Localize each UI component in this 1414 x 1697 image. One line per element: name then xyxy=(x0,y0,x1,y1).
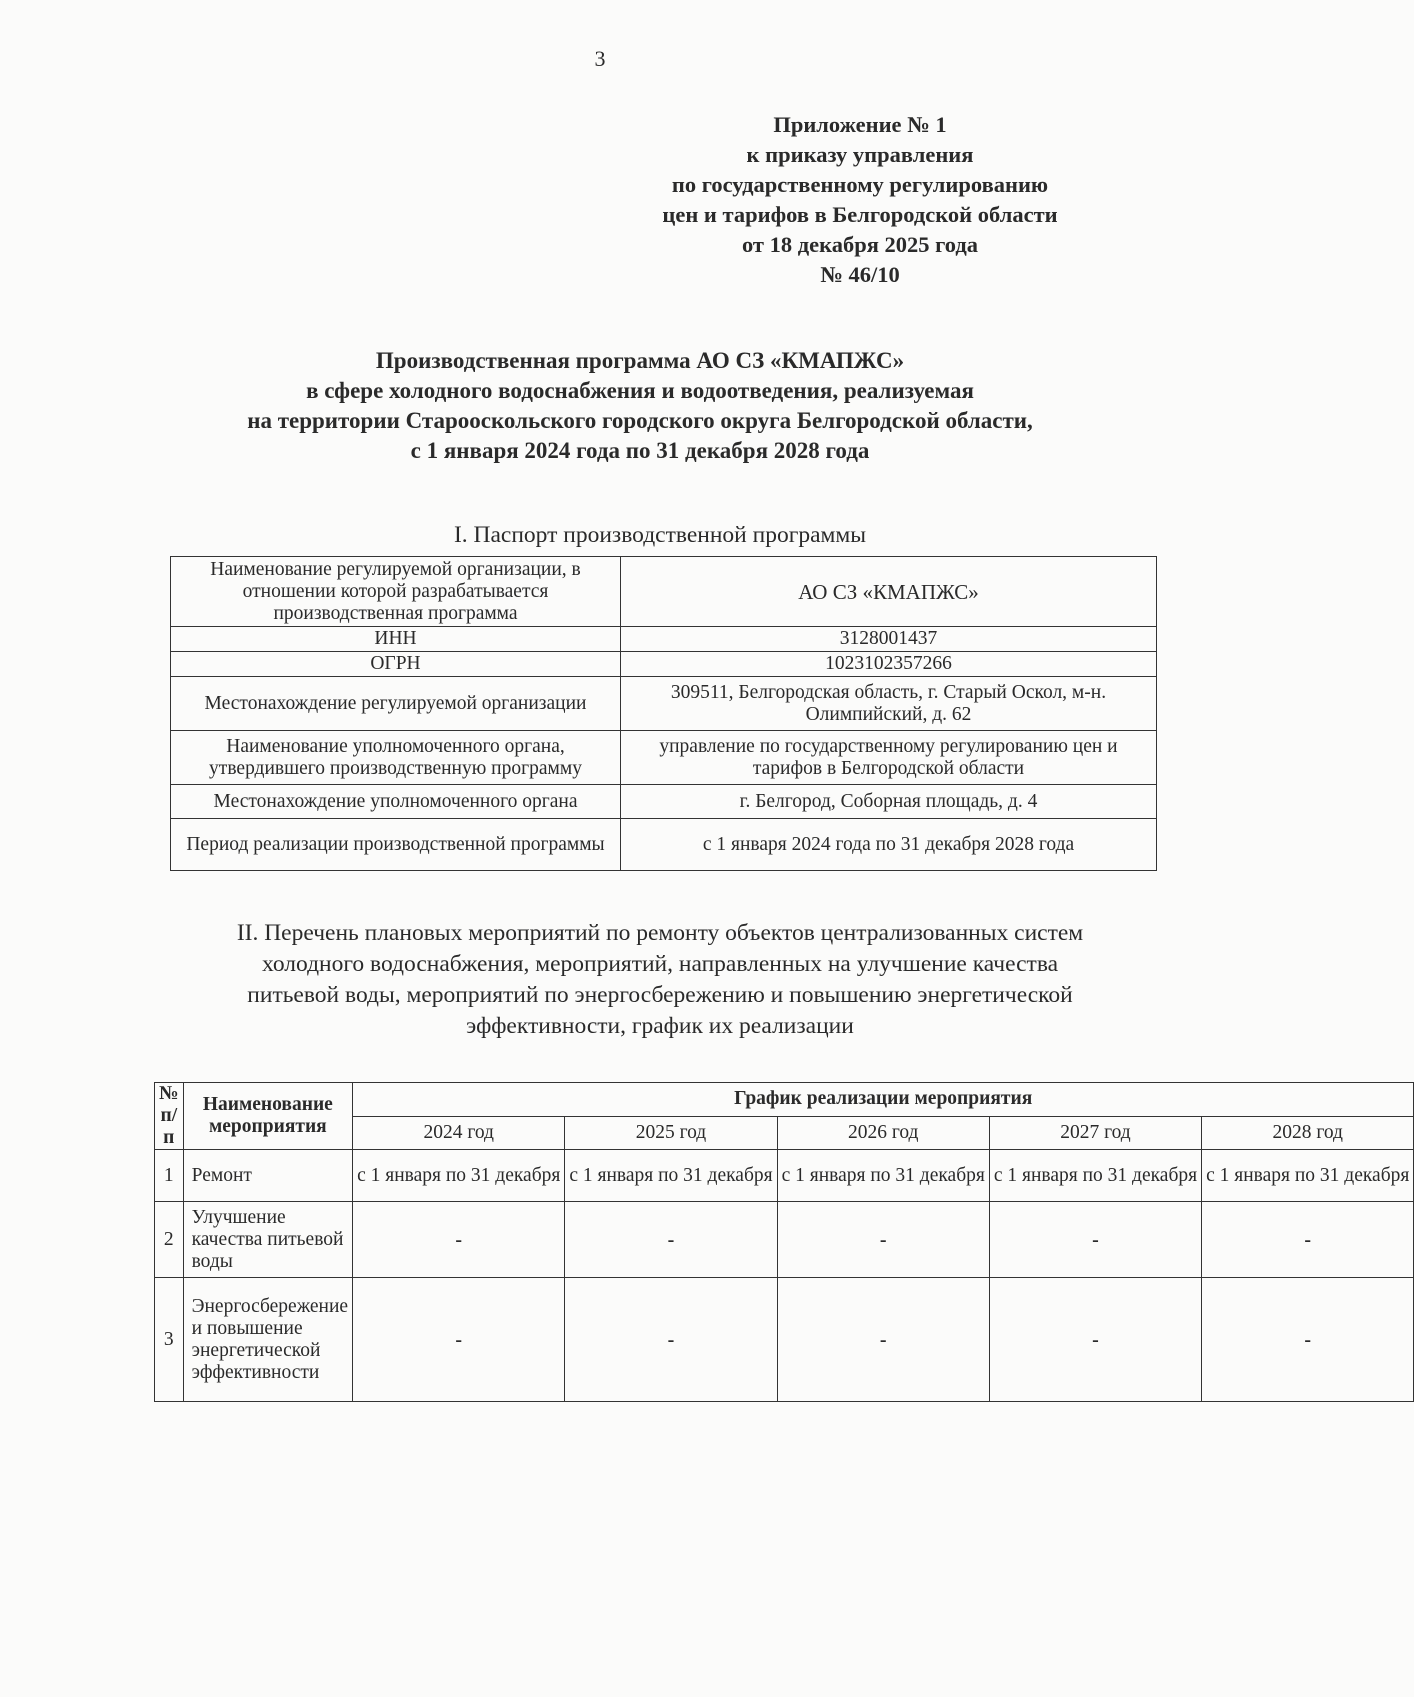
heading-line: питьевой воды, мероприятий по энергосбережению и повышению энергетической xyxy=(247,982,1073,1008)
schedule-cell: - xyxy=(1202,1202,1414,1278)
schedule-cell-text: с 1 января по 31 декабря xyxy=(781,1164,985,1186)
passport-value: АО СЗ «КМАПЖС» xyxy=(621,557,1157,627)
passport-label: Местонахождение регулируемой организации xyxy=(171,677,621,731)
row-number: 2 xyxy=(155,1202,184,1278)
appendix-line: к приказу управления xyxy=(746,142,974,167)
appendix-block xyxy=(600,110,1120,290)
heading-line: эффективности, график их реализации xyxy=(466,1013,854,1039)
schedule-cell-text: с 1 января по 31 декабря xyxy=(357,1164,561,1186)
passport-label: Наименование уполномоченного органа, утвердившего производственную программу xyxy=(171,731,621,785)
schedule-cell: - xyxy=(989,1202,1201,1278)
appendix-line: от 18 декабря 2025 года xyxy=(741,232,979,257)
table-row xyxy=(171,557,1157,627)
title-line: Производственная программа АО СЗ «КМАПЖС» xyxy=(375,348,905,373)
schedule-cell: - xyxy=(777,1278,989,1402)
appendix-line: цен и тарифов в Белгородской области xyxy=(662,202,1058,227)
column-header-year: 2025 год xyxy=(565,1116,777,1150)
passport-heading-text: I. Паспорт производственной программы xyxy=(453,522,867,548)
schedule-cell xyxy=(777,1150,989,1202)
schedule-cell-text: с 1 января по 31 декабря xyxy=(993,1164,1198,1186)
passport-table xyxy=(170,556,1157,871)
passport-label: ИНН xyxy=(171,627,621,652)
passport-label: Период реализации производственной программы xyxy=(171,819,621,871)
column-header-schedule: График реализации мероприятия xyxy=(353,1083,1414,1117)
heading-line: II. Перечень плановых мероприятий по ремонту объектов централизованных систем xyxy=(236,920,1084,946)
measure-name: Ремонт xyxy=(183,1150,352,1202)
appendix-line: по государственному регулированию xyxy=(671,172,1049,197)
column-header-year: 2024 год xyxy=(353,1116,565,1150)
column-header-year: 2028 год xyxy=(1202,1116,1414,1150)
column-header-number: № п/п xyxy=(155,1083,184,1150)
measure-name: Улучшение качества питьевой воды xyxy=(183,1202,352,1278)
schedule-cell xyxy=(353,1150,565,1202)
column-header-year: 2026 год xyxy=(777,1116,989,1150)
schedule-table xyxy=(154,1082,1414,1402)
table-row xyxy=(155,1150,1414,1202)
passport-value: 3128001437 xyxy=(621,627,1157,652)
schedule-cell: - xyxy=(777,1202,989,1278)
appendix-line: Приложение № 1 xyxy=(773,112,947,137)
schedule-cell: - xyxy=(353,1278,565,1402)
schedule-cell xyxy=(565,1150,777,1202)
row-number: 1 xyxy=(155,1150,184,1202)
document-title xyxy=(100,346,1180,466)
table-header-row xyxy=(155,1083,1414,1117)
measure-name: Энергосбережение и повышение энергетической эффективности xyxy=(183,1278,352,1402)
passport-label: Наименование регулируемой организации, в отношении которой разрабатывается производственная программа xyxy=(171,557,621,627)
table-row xyxy=(155,1202,1414,1278)
passport-value: 309511, Белгородская область, г. Старый Оскол, м-н. Олимпийский, д. 62 xyxy=(621,677,1157,731)
table-row xyxy=(171,819,1157,871)
column-header-name: Наименование мероприятия xyxy=(183,1083,352,1150)
passport-value: г. Белгород, Соборная площадь, д. 4 xyxy=(621,785,1157,819)
table-row xyxy=(171,785,1157,819)
appendix-line: № 46/10 xyxy=(820,262,900,287)
title-line: на территории Старооскольского городского округа Белгородской области, xyxy=(247,408,1033,433)
title-line: с 1 января 2024 года по 31 декабря 2028 года xyxy=(410,438,870,463)
table-row xyxy=(155,1278,1414,1402)
table-row xyxy=(171,652,1157,677)
row-number: 3 xyxy=(155,1278,184,1402)
schedule-cell: - xyxy=(1202,1278,1414,1402)
schedule-cell: - xyxy=(565,1278,777,1402)
schedule-cell: - xyxy=(565,1202,777,1278)
passport-value: управление по государственному регулированию цен и тарифов в Белгородской области xyxy=(621,731,1157,785)
title-line: в сфере холодного водоснабжения и водоотведения, реализуемая xyxy=(306,378,974,403)
schedule-cell: - xyxy=(353,1202,565,1278)
table-row xyxy=(171,731,1157,785)
table-row xyxy=(171,677,1157,731)
passport-value: 1023102357266 xyxy=(621,652,1157,677)
passport-heading xyxy=(140,520,1180,551)
passport-label: ОГРН xyxy=(171,652,621,677)
passport-label: Местонахождение уполномоченного органа xyxy=(171,785,621,819)
page-number: 3 xyxy=(594,46,606,71)
column-header-year: 2027 год xyxy=(989,1116,1201,1150)
measures-heading xyxy=(140,918,1180,1042)
passport-value: с 1 января 2024 года по 31 декабря 2028 года xyxy=(621,819,1157,871)
schedule-cell xyxy=(1202,1150,1414,1202)
table-row xyxy=(171,627,1157,652)
heading-line: холодного водоснабжения, мероприятий, направленных на улучшение качества xyxy=(261,951,1059,977)
schedule-cell-text: с 1 января по 31 декабря xyxy=(569,1164,773,1186)
schedule-cell xyxy=(989,1150,1201,1202)
schedule-cell: - xyxy=(989,1278,1201,1402)
schedule-cell-text: с 1 января по 31 декабря xyxy=(1206,1164,1410,1186)
